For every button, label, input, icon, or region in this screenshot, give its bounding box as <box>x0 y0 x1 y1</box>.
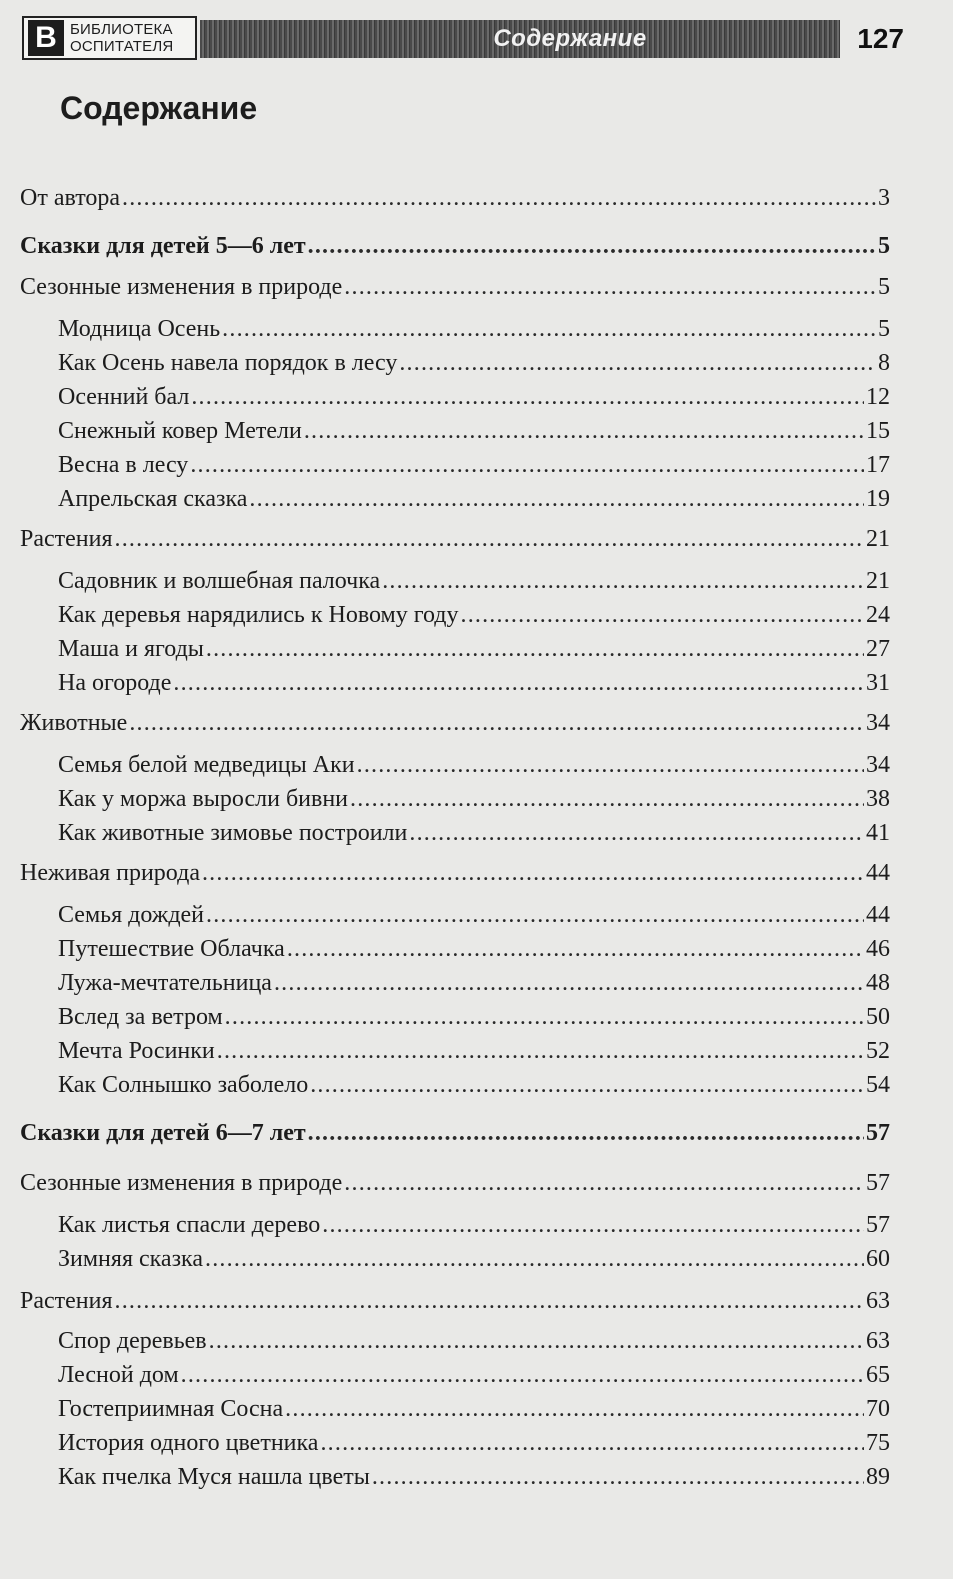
toc-entry-page: 48 <box>866 970 890 996</box>
leader-dots <box>122 183 876 213</box>
toc-entry <box>58 1394 890 1424</box>
running-section-title: Содержание <box>493 25 647 52</box>
toc-section <box>20 231 890 261</box>
toc-entry <box>58 382 890 412</box>
toc-entry-title: Сезонные изменения в природе <box>20 1170 343 1196</box>
toc-entry <box>58 900 890 930</box>
toc-entry-page: 31 <box>866 670 890 696</box>
toc-entry <box>58 968 890 998</box>
toc-entry-title: Зимняя сказка <box>58 1246 204 1272</box>
toc-entry-title: Сезонные изменения в природе <box>20 274 343 300</box>
toc-section <box>20 858 890 888</box>
toc-entry-page: 21 <box>866 526 890 552</box>
toc-entry <box>58 750 890 780</box>
leader-dots <box>308 1118 864 1148</box>
toc-entry-page: 46 <box>866 936 890 962</box>
toc-entry-page: 34 <box>866 752 890 778</box>
toc-entry <box>58 1326 890 1356</box>
toc-entry-title: Мечта Росинки <box>58 1038 215 1064</box>
leader-dots <box>320 1428 864 1458</box>
leader-dots <box>382 566 864 596</box>
leader-dots <box>191 382 864 412</box>
logo-line-2: ОСПИТАТЕЛЯ <box>70 38 174 55</box>
toc-entry-page: 3 <box>878 185 890 211</box>
toc-entry-page: 17 <box>866 452 890 478</box>
toc-entry-page: 57 <box>866 1170 890 1196</box>
leader-dots <box>344 272 876 302</box>
leader-dots <box>202 858 864 888</box>
leader-dots <box>461 600 865 630</box>
toc-entry <box>58 1036 890 1066</box>
leader-dots <box>308 231 876 261</box>
toc-entry-page: 60 <box>866 1246 890 1272</box>
leader-dots <box>357 750 864 780</box>
leader-dots <box>285 1394 864 1424</box>
toc-entry-title: Как листья спасли дерево <box>58 1212 321 1238</box>
toc-entry-title: Сказки для детей 5—6 лет <box>20 233 306 259</box>
toc-entry-page: 57 <box>866 1212 890 1238</box>
toc-entry <box>58 1070 890 1100</box>
leader-dots <box>206 900 864 930</box>
leader-dots <box>205 1244 864 1274</box>
leader-dots <box>310 1070 864 1100</box>
toc-entry-page: 52 <box>866 1038 890 1064</box>
toc-section <box>20 1286 890 1316</box>
leader-dots <box>274 968 864 998</box>
toc-section <box>20 708 890 738</box>
toc-entry <box>58 818 890 848</box>
toc-entry-title: От автора <box>20 185 121 211</box>
toc-entry-page: 34 <box>866 710 890 736</box>
leader-dots <box>249 484 864 514</box>
leader-dots <box>287 934 864 964</box>
header-band <box>200 20 840 58</box>
toc-entry-title: Как Солнышко заболело <box>58 1072 309 1098</box>
toc-entry-page: 19 <box>866 486 890 512</box>
toc-entry-page: 75 <box>866 1430 890 1456</box>
toc-entry <box>58 1462 890 1492</box>
toc-entry-page: 27 <box>866 636 890 662</box>
toc-entry <box>58 634 890 664</box>
toc-entry-title: Сказки для детей 6—7 лет <box>20 1120 306 1146</box>
toc-entry-page: 21 <box>866 568 890 594</box>
leader-dots <box>129 708 864 738</box>
leader-dots <box>304 416 864 446</box>
toc-entry <box>58 668 890 698</box>
leader-dots <box>322 1210 864 1240</box>
toc-entry-title: Гостеприимная Сосна <box>58 1396 284 1422</box>
toc-section <box>20 1118 890 1148</box>
toc-entry-page: 70 <box>866 1396 890 1422</box>
toc-entry-page: 5 <box>878 316 890 342</box>
toc-entry-title: Растения <box>20 526 113 552</box>
leader-dots <box>209 1326 864 1356</box>
toc-entry-page: 38 <box>866 786 890 812</box>
toc-entry <box>58 600 890 630</box>
toc-entry-title: Семья белой медведицы Аки <box>58 752 355 778</box>
toc-entry <box>58 314 890 344</box>
toc-entry <box>58 1210 890 1240</box>
toc-entry <box>58 450 890 480</box>
toc-entry-title: История одного цветника <box>58 1430 319 1456</box>
leader-dots <box>173 668 864 698</box>
toc-entry-page: 63 <box>866 1288 890 1314</box>
toc-entry-page: 5 <box>878 274 890 300</box>
toc-entry-title: Лужа-мечтательница <box>58 970 272 996</box>
toc-entry-page: 44 <box>866 860 890 886</box>
toc-entry <box>58 784 890 814</box>
toc-entry <box>58 1360 890 1390</box>
toc-entry-title: Маша и ягоды <box>58 636 204 662</box>
toc-entry-title: Семья дождей <box>58 902 205 928</box>
toc-entry <box>58 1428 890 1458</box>
leader-dots <box>115 524 864 554</box>
leader-dots <box>222 314 876 344</box>
leader-dots <box>217 1036 864 1066</box>
toc-entry-title: Спор деревьев <box>58 1328 207 1354</box>
leader-dots <box>350 784 864 814</box>
leader-dots <box>399 348 876 378</box>
toc-entry-title: Модница Осень <box>58 316 221 342</box>
toc-entry-title: Снежный ковер Метели <box>58 418 302 444</box>
toc-entry-page: 89 <box>866 1464 890 1490</box>
page-number: 127 <box>857 23 904 54</box>
toc-entry <box>58 1244 890 1274</box>
toc-entry-title: Как пчелка Муся нашла цветы <box>58 1464 370 1490</box>
toc-section <box>20 1168 890 1198</box>
toc-section <box>20 524 890 554</box>
leader-dots <box>115 1286 864 1316</box>
toc-entry <box>58 348 890 378</box>
leader-dots <box>409 818 864 848</box>
leader-dots <box>344 1168 864 1198</box>
toc-entry-page: 41 <box>866 820 890 846</box>
leader-dots <box>372 1462 864 1492</box>
toc-entry-page: 63 <box>866 1328 890 1354</box>
toc-entry-page: 24 <box>866 602 890 628</box>
toc-entry-page: 15 <box>866 418 890 444</box>
logo-letter: В <box>28 20 64 56</box>
toc-entry-title: Как деревья нарядились к Новому году <box>58 602 459 628</box>
toc-entry-title: Лесной дом <box>58 1362 179 1388</box>
toc-entry-title: Осенний бал <box>58 384 190 410</box>
leader-dots <box>181 1360 864 1390</box>
toc-entry-title: Вслед за ветром <box>58 1004 223 1030</box>
toc-section <box>20 272 890 302</box>
toc-entry-title: Апрельская сказка <box>58 486 248 512</box>
logo-text <box>70 21 173 55</box>
toc-entry-title: Как Осень навела порядок в лесу <box>58 350 398 376</box>
toc-section <box>20 183 890 213</box>
toc-entry-title: Путешествие Облачка <box>58 936 285 962</box>
toc-entry-title: Растения <box>20 1288 113 1314</box>
leader-dots <box>190 450 864 480</box>
leader-dots <box>206 634 864 664</box>
toc-entry <box>58 416 890 446</box>
toc-entry <box>58 566 890 596</box>
toc-entry-page: 54 <box>866 1072 890 1098</box>
toc-entry <box>58 1002 890 1032</box>
toc-entry-page: 5 <box>878 233 890 259</box>
toc-entry-title: Как у моржа выросли бивни <box>58 786 349 812</box>
leader-dots <box>225 1002 864 1032</box>
toc-entry-page: 12 <box>866 384 890 410</box>
toc-entry-page: 8 <box>878 350 890 376</box>
toc-entry-title: Садовник и волшебная палочка <box>58 568 381 594</box>
toc-entry-title: Весна в лесу <box>58 452 189 478</box>
toc-entry-page: 44 <box>866 902 890 928</box>
toc-entry-title: Неживая природа <box>20 860 200 886</box>
running-header <box>22 16 902 62</box>
toc-entry-page: 65 <box>866 1362 890 1388</box>
toc-entry-page: 50 <box>866 1004 890 1030</box>
toc-entry-title: Животные <box>20 710 128 736</box>
toc-entry-page: 57 <box>866 1120 890 1146</box>
logo-line-1: БИБЛИОТЕКА <box>70 21 173 38</box>
page-title: Содержание <box>60 90 258 126</box>
toc-entry <box>58 484 890 514</box>
series-logo <box>22 16 197 60</box>
toc-entry-title: На огороде <box>58 670 172 696</box>
toc-entry <box>58 934 890 964</box>
toc-entry-title: Как животные зимовье построили <box>58 820 408 846</box>
